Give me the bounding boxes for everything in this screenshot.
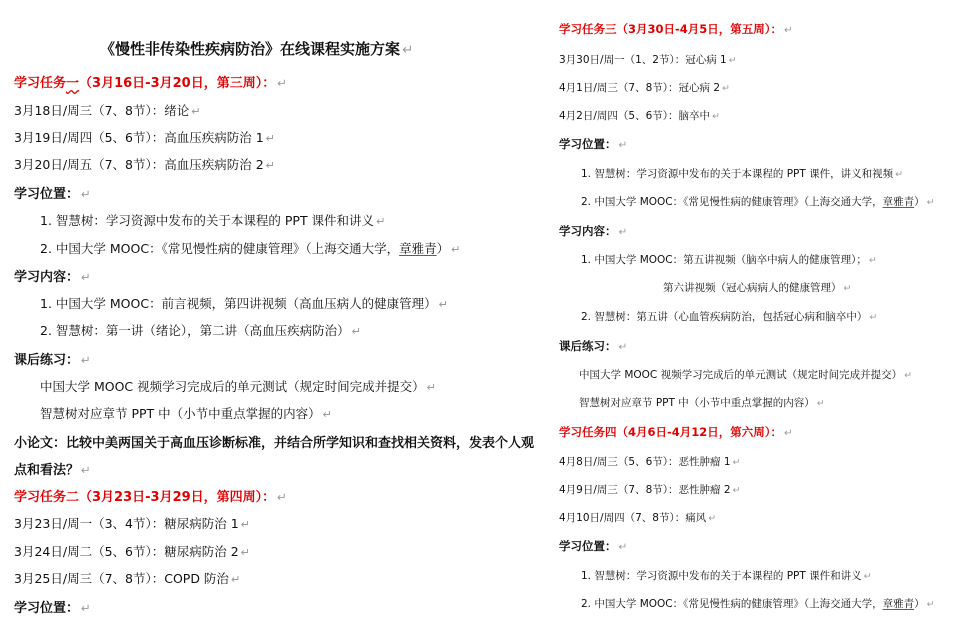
task3-heading: 学习任务三（3月30日-4月5日，第五周）： ↵ bbox=[559, 22, 793, 36]
task1-item: 3月18日/周三（7、8节）：绪论 ↵ bbox=[14, 103, 201, 118]
task4-item: 4月10日/周四（7、8节）：痛风 ↵ bbox=[559, 512, 717, 524]
task1-content-label: 学习内容： ↵ bbox=[14, 270, 91, 285]
task3-location-label: 学习位置： ↵ bbox=[559, 137, 628, 151]
task3-content-label: 学习内容： ↵ bbox=[559, 224, 628, 238]
task1-content: 1. 中国大学 MOOC：前言视频，第四讲视频（高血压病人的健康管理） ↵ bbox=[40, 296, 449, 311]
task3-item: 4月2日/周四（5、6节）：脑卒中 ↵ bbox=[559, 110, 720, 122]
task3-exercise-label: 课后练习： ↵ bbox=[559, 339, 628, 353]
task1-essay: 小论文：比较中美两国关于高血压诊断标准，并结合所学知识和查找相关资料，发表个人观 bbox=[14, 436, 535, 451]
task1-content: 2. 智慧树：第一讲（绪论），第二讲（高血压疾病防治） ↵ bbox=[40, 323, 362, 338]
task2-item: 3月23日/周一（3、4节）：糖尿病防治 1 ↵ bbox=[14, 516, 251, 531]
task1-heading: 学习任务一（3月16日-3月20日，第三周）： ↵ bbox=[14, 76, 287, 91]
task1-exercise: 中国大学 MOOC 视频学习完成后的单元测试（规定时间完成并提交） ↵ bbox=[40, 379, 437, 394]
task4-location: 2. 中国大学 MOOC：《常见慢性病的健康管理》（上海交通大学，章雅青） ↵ bbox=[581, 598, 935, 610]
task4-location: 1. 智慧树：学习资源中发布的关于本课程的 PPT 课件和讲义 ↵ bbox=[581, 570, 872, 582]
task1-location-label: 学习位置： ↵ bbox=[14, 187, 91, 202]
task1-exercise-label: 课后练习： ↵ bbox=[14, 353, 91, 368]
document-title: 《慢性非传染性疾病防治》在线课程实施方案 ↵ bbox=[100, 40, 414, 58]
task3-exercise: 智慧树对应章节 PPT 中（小节中重点掌握的内容） ↵ bbox=[579, 397, 825, 409]
task1-location: 1. 智慧树：学习资源中发布的关于本课程的 PPT 课件和讲义 ↵ bbox=[40, 213, 386, 228]
task3-exercise: 中国大学 MOOC 视频学习完成后的单元测试（规定时间完成并提交） ↵ bbox=[579, 369, 913, 381]
task2-location-label: 学习位置： ↵ bbox=[14, 601, 91, 616]
task3-content: 1. 中国大学 MOOC：第五讲视频（脑卒中病人的健康管理）； ↵ bbox=[581, 254, 877, 266]
task2-item: 3月25日/周三（7、8节）：COPD 防治 ↵ bbox=[14, 571, 241, 586]
task3-content-cont: 第六讲视频（冠心病病人的健康管理） ↵ bbox=[663, 282, 852, 294]
task2-heading: 学习任务二（3月23日-3月29日，第四周）： ↵ bbox=[14, 490, 287, 505]
task1-location: 2. 中国大学 MOOC：《常见慢性病的健康管理》（上海交通大学，章雅青） ↵ bbox=[40, 241, 461, 256]
task4-location-label: 学习位置： ↵ bbox=[559, 539, 628, 553]
task1-essay-cont: 点和看法？ ↵ bbox=[14, 463, 91, 478]
task3-item: 3月30日/周一（1、2节）：冠心病 1 ↵ bbox=[559, 54, 737, 66]
task1-item: 3月20日/周五（7、8节）：高血压疾病防治 2 ↵ bbox=[14, 157, 276, 172]
task3-location: 1. 智慧树：学习资源中发布的关于本课程的 PPT 课件，讲义和视频 ↵ bbox=[581, 168, 904, 180]
task1-item: 3月19日/周四（5、6节）：高血压疾病防治 1 ↵ bbox=[14, 130, 276, 145]
task4-item: 4月9日/周三（7、8节）：恶性肿瘤 2 ↵ bbox=[559, 484, 741, 496]
task1-exercise: 智慧树对应章节 PPT 中（小节中重点掌握的内容） ↵ bbox=[40, 406, 333, 421]
task4-heading: 学习任务四（4月6日-4月12日，第六周）： ↵ bbox=[559, 425, 793, 439]
task4-item: 4月8日/周三（5、6节）：恶性肿瘤 1 ↵ bbox=[559, 456, 741, 468]
task2-item: 3月24日/周二（5、6节）：糖尿病防治 2 ↵ bbox=[14, 544, 251, 559]
task3-location: 2. 中国大学 MOOC：《常见慢性病的健康管理》（上海交通大学，章雅青） ↵ bbox=[581, 196, 935, 208]
page-gap bbox=[546, 0, 547, 629]
task3-item: 4月1日/周三（7、8节）：冠心病 2 ↵ bbox=[559, 82, 730, 94]
task3-content: 2. 智慧树：第五讲（心血管疾病防治，包括冠心病和脑卒中） ↵ bbox=[581, 311, 878, 323]
